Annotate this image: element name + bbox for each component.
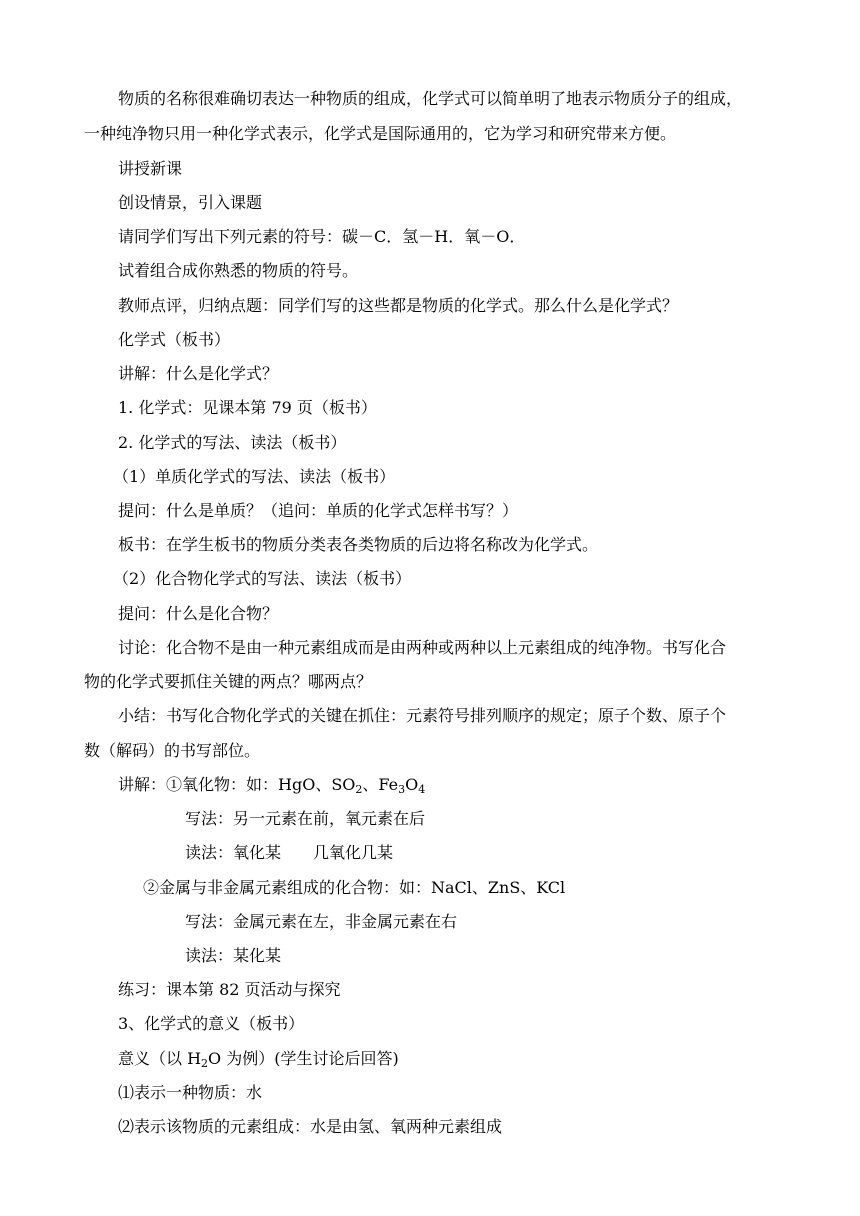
sub-item: （2）化合物化学式的写法、读法（板书） <box>113 569 412 588</box>
subscript: 2 <box>201 1057 209 1070</box>
paragraph-line: 物质的名称很难确切表达一种物质的组成，化学式可以简单明了地表示物质分子的组成， <box>118 89 743 108</box>
oxide-sep: 、Fe <box>362 775 399 794</box>
oxide-example-line <box>118 773 860 797</box>
numbered-item: 1. 化学式：见课本第 79 页（板书） <box>118 398 377 417</box>
paragraph-line: ⑴表示一种物质：水 <box>118 1083 263 1102</box>
numbered-item: 3、化学式的意义（板书） <box>118 1014 305 1033</box>
meaning-suffix: O 为例）(学生讨论后回答) <box>208 1049 399 1068</box>
sub-item: （1）单质化学式的写法、读法（板书） <box>113 467 396 486</box>
oxide-prefix: 讲解：①氧化物：如：HgO、SO <box>118 775 356 794</box>
paragraph-line: 写法：另一元素在前，氧元素在后 <box>185 809 426 828</box>
paragraph-line: 一种纯净物只用一种化学式表示，化学式是国际通用的，它为学习和研究带来方便。 <box>84 124 677 143</box>
meaning-prefix: 意义（以 H <box>118 1049 202 1068</box>
paragraph-line: 讲解：什么是化学式？ <box>118 364 279 383</box>
subscript: 3 <box>398 783 406 796</box>
meaning-line <box>118 1047 860 1071</box>
paragraph-line: 试着组合成你熟悉的物质的符号。 <box>118 261 359 280</box>
paragraph-line: 小结：书写化合物化学式的关键在抓住：元素符号排列顺序的规定；原子个数、原子个 <box>118 706 727 725</box>
section-heading: 讲授新课 <box>118 159 183 178</box>
paragraph-line: 练习：课本第 82 页活动与探究 <box>118 980 341 999</box>
paragraph-line: 读法：氧化某 几氧化几某 <box>185 843 394 862</box>
paragraph-line: 提问：什么是单质？（追问：单质的化学式怎样书写？） <box>118 501 519 520</box>
numbered-item: 2. 化学式的写法、读法（板书） <box>118 433 347 452</box>
subscript: 4 <box>418 783 426 796</box>
paragraph-line: 创设情景，引入课题 <box>118 193 263 212</box>
oxide-o: O <box>405 775 419 794</box>
paragraph-line: 物的化学式要抓住关键的两点？哪两点？ <box>84 672 373 691</box>
paragraph-line: 教师点评，归纳点题：同学们写的这些都是物质的化学式。那么什么是化学式？ <box>118 296 679 315</box>
paragraph-line: 请同学们写出下列元素的符号：碳－C．氢－H．氧－O． <box>118 227 526 246</box>
paragraph-line: 数（解码）的书写部位。 <box>84 741 261 760</box>
subscript: 2 <box>355 783 363 796</box>
paragraph-line: ②金属与非金属元素组成的化合物：如：NaCl、ZnS、KCl <box>143 878 566 897</box>
paragraph-line: 提问：什么是化合物？ <box>118 604 279 623</box>
paragraph-line: ⑵表示该物质的元素组成：水是由氢、氧两种元素组成 <box>118 1117 503 1136</box>
paragraph-line: 讨论：化合物不是由一种元素组成而是由两种或两种以上元素组成的纯净物。书写化合 <box>118 638 727 657</box>
paragraph-line: 读法：某化某 <box>185 946 282 965</box>
paragraph-line: 板书：在学生板书的物质分类表各类物质的后边将名称改为化学式。 <box>118 535 599 554</box>
paragraph-line: 化学式（板书） <box>118 330 231 349</box>
paragraph-line: 写法：金属元素在左，非金属元素在右 <box>185 912 458 931</box>
